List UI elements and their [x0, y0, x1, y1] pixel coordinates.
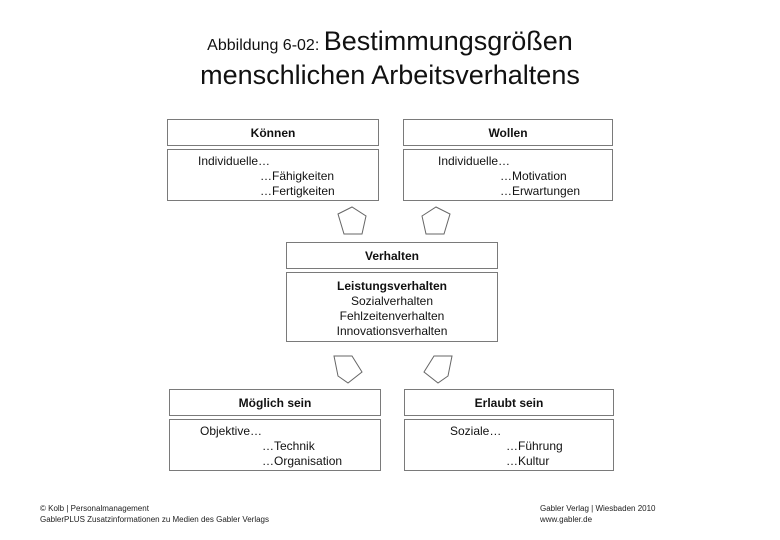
- verhalten-item-2: Sozialverhalten: [350, 294, 434, 308]
- title-line-2: menschlichen Arbeitsverhaltens: [200, 60, 580, 90]
- koennen-header: Können: [167, 119, 379, 146]
- moeglich-lead: Objektive…: [200, 424, 263, 438]
- footer-url: www.gabler.de: [540, 515, 593, 524]
- wollen-item-2: …Erwartungen: [500, 184, 581, 198]
- moeglich-header: Möglich sein: [169, 389, 381, 416]
- footer-right: [540, 503, 655, 525]
- wollen-item-1: …Motivation: [500, 169, 567, 183]
- wollen-body: [403, 149, 613, 201]
- footer-publisher: Gabler Verlag | Wiesbaden 2010: [540, 504, 656, 513]
- erlaubt-lead: Soziale…: [450, 424, 502, 438]
- arrow-koennen-to-verhalten: [334, 204, 370, 238]
- title-line-1: [0, 26, 780, 57]
- wollen-header: Wollen: [403, 119, 613, 146]
- koennen-item-1: …Fähigkeiten: [260, 169, 335, 183]
- koennen-lead: Individuelle…: [198, 154, 271, 168]
- erlaubt-header: Erlaubt sein: [404, 389, 614, 416]
- figure-label: Abbildung 6-02:: [207, 37, 320, 54]
- arrow-moeglich-to-verhalten: [330, 352, 366, 386]
- arrow-wollen-to-verhalten: [418, 204, 454, 238]
- verhalten-item-3: Fehlzeitenverhalten: [339, 309, 445, 323]
- verhalten-item-1: Leistungsverhalten: [336, 279, 448, 293]
- erlaubt-item-2: …Kultur: [506, 454, 550, 468]
- verhalten-body: [286, 272, 498, 342]
- footer-series: GablerPLUS Zusatzinformationen zu Medien des Gabler Verlags: [40, 515, 270, 524]
- footer-left: [40, 503, 269, 525]
- verhalten-item-4: Innovationsverhalten: [336, 324, 448, 338]
- wollen-lead: Individuelle…: [438, 154, 511, 168]
- footer-copyright: © Kolb | Personalmanagement: [40, 504, 149, 513]
- verhalten-header: Verhalten: [286, 242, 498, 269]
- title-text: Bestimmungsgrößen: [323, 26, 573, 56]
- koennen-body: [167, 149, 379, 201]
- koennen-item-2: …Fertigkeiten: [260, 184, 335, 198]
- erlaubt-item-1: …Führung: [506, 439, 563, 453]
- erlaubt-body: [404, 419, 614, 471]
- moeglich-item-1: …Technik: [262, 439, 315, 453]
- moeglich-body: [169, 419, 381, 471]
- moeglich-item-2: …Organisation: [262, 454, 343, 468]
- arrow-erlaubt-to-verhalten: [420, 352, 456, 386]
